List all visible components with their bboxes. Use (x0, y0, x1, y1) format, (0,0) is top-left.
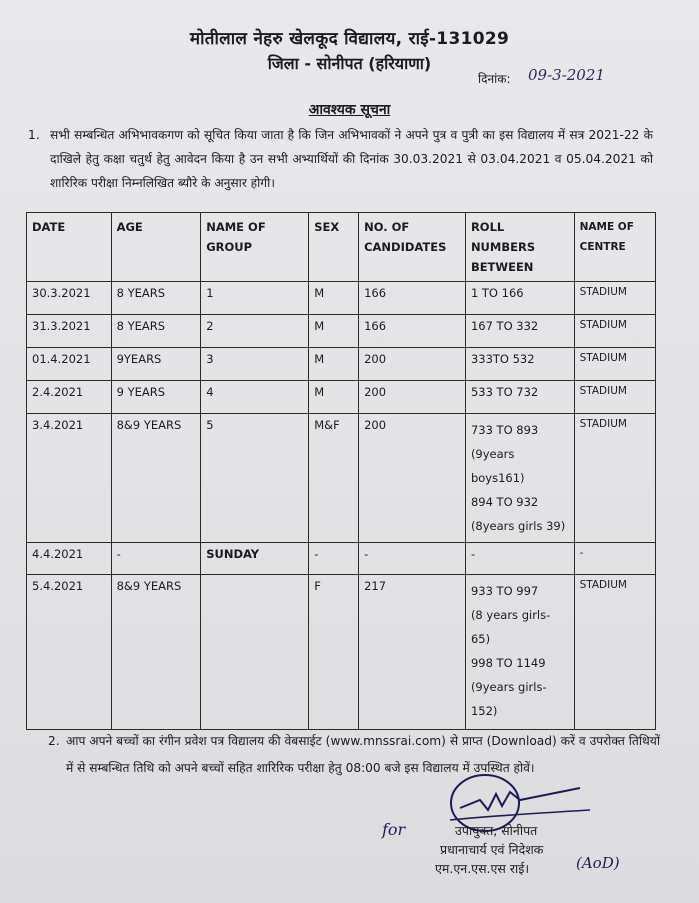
cell-candidates: - (359, 543, 466, 575)
paragraph-text: सभी सम्बन्धित अभिभावकगण को सूचित किया जाता है कि जिन अभिभावकों ने अपने पुत्र व पुत्री का इस विद्यालय में सत्र 2021-22 के दाखिले हेतु कक्षा चतुर्थ हेतु आवेदन किया है उन सभी अभ्यार्थियों की दिनांक 30.03.2021 से 03.04.2021 व 05.04.2021 को शारिरिक परीक्षा निम्नलिखित ब्यौरे के अनुसार होगी। (50, 128, 653, 190)
cell-age: 9YEARS (111, 348, 201, 381)
roll-range: 733 TO 893 (470, 423, 539, 437)
table-row (27, 381, 656, 414)
cell-roll: 167 TO 332 (465, 315, 574, 348)
cell-sex: M (309, 348, 359, 381)
cell-age: 8 YEARS (111, 282, 201, 315)
cell-date: 5.4.2021 (27, 575, 112, 730)
cell-group: 4 (201, 381, 309, 414)
cell-group: 1 (201, 282, 309, 315)
roll-range: 933 TO 997 (470, 584, 539, 598)
signatory-designation: उपायुक्त, सोनीपत (455, 823, 538, 838)
cell-date: 3.4.2021 (27, 414, 112, 543)
cell-centre: STADIUM (574, 315, 655, 348)
cell-centre: STADIUM (574, 414, 655, 543)
cell-date: 4.4.2021 (27, 543, 112, 575)
cell-sex: - (309, 543, 359, 575)
cell-roll: 1 TO 166 (465, 282, 574, 315)
cell-roll: 533 TO 732 (465, 381, 574, 414)
cell-age: 8&9 YEARS (111, 575, 201, 730)
cell-date: 2.4.2021 (27, 381, 112, 414)
cell-age: 8 YEARS (111, 315, 201, 348)
handwritten-mark: (AoD) (576, 854, 620, 872)
cell-centre: - (574, 543, 655, 575)
cell-candidates: 200 (359, 381, 466, 414)
cell-date: 30.3.2021 (27, 282, 112, 315)
cell-age: 9 YEARS (111, 381, 201, 414)
cell-age: 8&9 YEARS (111, 414, 201, 543)
cell-centre: STADIUM (574, 575, 655, 730)
roll-note: (9years boys161) (470, 447, 525, 485)
table-row (27, 543, 656, 575)
cell-group: 5 (201, 414, 309, 543)
paragraph-text: आप अपने बच्चों का रंगीन प्रवेश पत्र विद्यालय की वेबसाईट (www.mnssrai.com) से प्राप्त (Download) करें व उपरोक्त तिथियों में से सम्बन्धित तिथि को अपने बच्चों सहित शारिरिक परीक्षा हेतु 08:00 बजे इस विद्यालय में उपस्थित होवें। (66, 734, 660, 775)
district-line: जिला - सोनीपत (हरियाणा) (267, 54, 432, 73)
cell-group: 3 (201, 348, 309, 381)
table-row (27, 348, 656, 381)
cell-sex: M (309, 315, 359, 348)
cell-centre: STADIUM (574, 282, 655, 315)
cell-group: 2 (201, 315, 309, 348)
signatory-institution: एम.एन.एस.एस राई। (435, 861, 530, 876)
schedule-table (26, 212, 656, 730)
cell-date: 01.4.2021 (27, 348, 112, 381)
cell-roll: 333TO 532 (465, 348, 574, 381)
header-age: AGE (111, 213, 201, 282)
cell-candidates: 200 (359, 348, 466, 381)
cell-centre: STADIUM (574, 348, 655, 381)
roll-range: 894 TO 932 (470, 495, 539, 509)
paragraph-1 (28, 123, 653, 195)
cell-roll (465, 575, 574, 730)
paragraph-number: 1. (28, 128, 40, 142)
date-value: 09-3-2021 (528, 66, 605, 84)
cell-date: 31.3.2021 (27, 315, 112, 348)
header-date: DATE (27, 213, 112, 282)
paragraph-number: 2. (48, 734, 60, 748)
roll-note: (8 years girls-65) (470, 608, 551, 646)
table-row (27, 315, 656, 348)
roll-range: 998 TO 1149 (470, 656, 546, 670)
header-group: NAME OF GROUP (201, 213, 309, 282)
cell-roll (465, 414, 574, 543)
cell-sex: M (309, 282, 359, 315)
cell-centre: STADIUM (574, 381, 655, 414)
cell-candidates: 200 (359, 414, 466, 543)
table-row (27, 414, 656, 543)
header-roll-numbers: ROLL NUMBERS BETWEEN (465, 213, 574, 282)
for-signature: for (382, 820, 406, 839)
notice-title: आवश्यक सूचना (308, 102, 391, 118)
school-name: मोतीलाल नेहरु खेलकूद विद्यालय, राई-131029 (189, 29, 510, 49)
roll-note: (9years girls-152) (470, 680, 547, 718)
header-sex: SEX (309, 213, 359, 282)
roll-note: (8years girls 39) (470, 519, 566, 533)
cell-candidates: 217 (359, 575, 466, 730)
cell-sex: F (309, 575, 359, 730)
date-label: दिनांक: (478, 72, 511, 86)
cell-group: SUNDAY (201, 543, 309, 575)
table-row (27, 282, 656, 315)
header-centre: NAME OF CENTRE (574, 213, 655, 282)
header-candidates: NO. OF CANDIDATES (359, 213, 466, 282)
table-header-row (27, 213, 656, 282)
table-row (27, 575, 656, 730)
cell-sex: M (309, 381, 359, 414)
cell-group (201, 575, 309, 730)
cell-age: - (111, 543, 201, 575)
signatory-title: प्रधानाचार्य एवं निदेशक (440, 842, 544, 857)
cell-roll: - (465, 543, 574, 575)
cell-candidates: 166 (359, 315, 466, 348)
cell-sex: M&F (309, 414, 359, 543)
cell-candidates: 166 (359, 282, 466, 315)
